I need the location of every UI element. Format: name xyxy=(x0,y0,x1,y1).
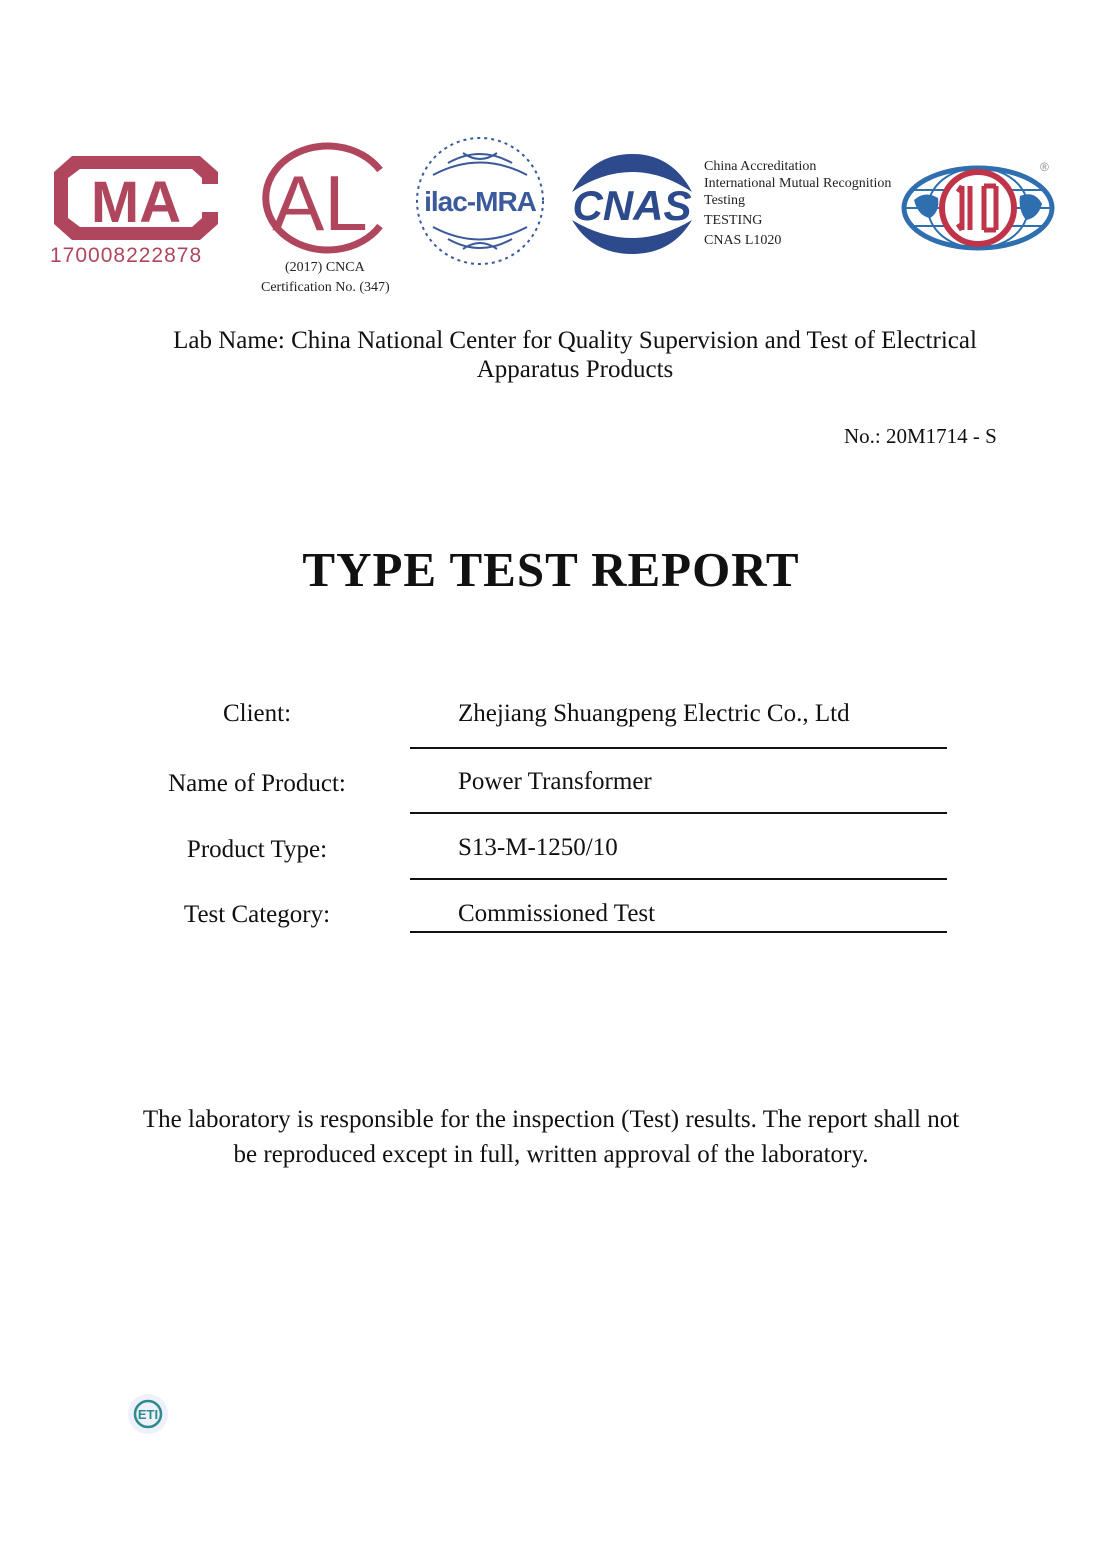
field-underline-product-type xyxy=(410,878,947,880)
disclaimer xyxy=(0,1102,1102,1172)
field-label-client: Client: xyxy=(222,700,292,727)
ilac-globe-icon xyxy=(413,135,547,267)
field-underline-test-category xyxy=(410,931,947,933)
field-underline-product-name xyxy=(410,812,947,814)
ilac-text: ilac-MRA xyxy=(424,186,536,217)
cnas-emblem-icon xyxy=(562,152,702,256)
eti-seal xyxy=(128,1394,168,1434)
field-value-product-type: S13-M-1250/10 xyxy=(458,834,618,861)
field-label-product-type: Product Type: xyxy=(186,836,328,863)
field-value-test-category: Commissioned Test xyxy=(458,900,656,927)
cqc-logo xyxy=(900,160,1060,254)
ilac-mra-logo xyxy=(413,135,547,267)
cal-emblem-icon xyxy=(252,142,392,254)
field-value-client: Zhejiang Shuangpeng Electric Co., Ltd xyxy=(458,700,850,727)
lab-name xyxy=(0,327,1102,385)
cma-number: 170008222878 xyxy=(50,244,203,267)
cnas-text: CNAS xyxy=(572,182,692,229)
cnas-line-2: International Mutual Recognition xyxy=(704,176,892,191)
report-title: TYPE TEST REPORT xyxy=(302,542,800,597)
report-number: No.: 20M1714 - S xyxy=(844,424,997,448)
cal-line2: Certification No. (347) xyxy=(261,280,390,295)
lab-name-line2: Apparatus Products xyxy=(476,355,674,383)
svg-text:AL: AL xyxy=(272,159,368,247)
cnas-line-3: Testing xyxy=(704,193,746,208)
cma-logo xyxy=(50,150,222,270)
cnas-info xyxy=(704,158,891,249)
cnas-line-1: China Accreditation xyxy=(704,159,817,174)
lab-name-line1: Lab Name: China National Center for Quality Supervision and Test of Electrical xyxy=(173,327,977,354)
cnas-logo xyxy=(562,152,702,256)
svg-text:MA: MA xyxy=(90,170,182,235)
cnas-line-5: CNAS L1020 xyxy=(704,233,782,248)
disclaimer-line1: The laboratory is responsible for the inspection (Test) results. The report shall not xyxy=(142,1106,960,1133)
eti-text: ETI xyxy=(137,1407,159,1422)
field-label-product-name: Name of Product: xyxy=(168,770,346,797)
field-label-test-category: Test Category: xyxy=(183,901,331,928)
cma-emblem-icon xyxy=(50,150,222,246)
eti-seal-icon xyxy=(128,1394,168,1434)
field-underline-client xyxy=(410,747,947,749)
cal-logo xyxy=(250,142,400,302)
registered-mark: ® xyxy=(1040,160,1049,174)
globe-emblem-icon xyxy=(900,160,1060,254)
cal-line1: (2017) CNCA xyxy=(285,260,365,275)
disclaimer-line2: be reproduced except in full, written approval of the laboratory. xyxy=(233,1141,869,1168)
field-value-product-name: Power Transformer xyxy=(458,768,652,795)
cnas-line-4: TESTING xyxy=(704,213,763,228)
